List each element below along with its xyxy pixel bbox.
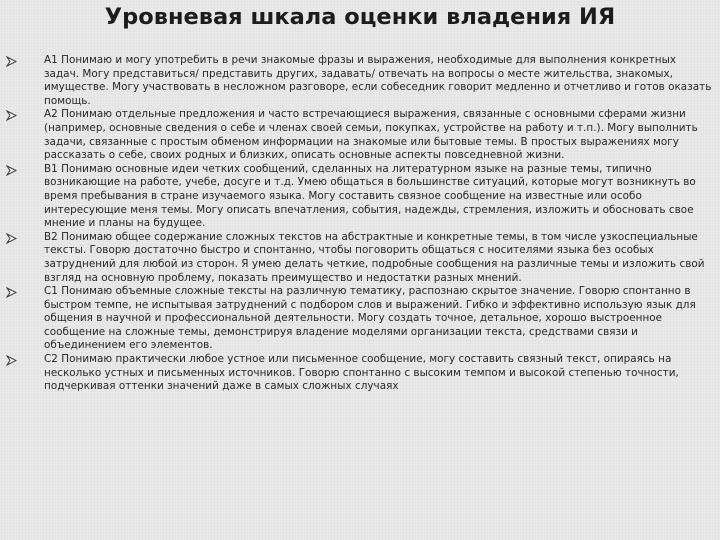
arrowhead-bullet-icon (6, 287, 17, 298)
level-text: В1 Понимаю основные идеи четких сообщений, сделанных на литературном языке на разные темы, типично возникающие на работе, учебе, досуге и т.д. Умею общаться в большинстве ситуаций, которые могут возникнуть во время пребывания в стране изучаемого языка. Могу составить связное сообщение на известные или особо интересующие меня темы. Могу описать впечатления, события, надежды, стремления, изложить и обосновать свое мнение и планы на будущее. (44, 162, 696, 230)
level-text: С2 Понимаю практически любое устное или письменное сообщение, могу составить связный текст, опираясь на несколько устных и письменных источников. Говорю спонтанно с высоким темпом и высокой степенью точности, подчеркивая оттенки значений даже в самых сложных случаях (44, 353, 679, 393)
list-item-c1 (0, 285, 720, 353)
arrowhead-bullet-icon (6, 233, 17, 244)
list-item-b1 (0, 163, 720, 231)
arrowhead-bullet-icon (6, 110, 17, 121)
slide-title: Уровневая шкала оценки владения ИЯ (104, 4, 616, 30)
list-item-b2 (0, 231, 720, 285)
list-item-c2 (0, 353, 720, 394)
arrowhead-bullet-icon (6, 165, 17, 176)
list-item-a1 (0, 54, 720, 108)
level-text: А1 Понимаю и могу употребить в речи знакомые фразы и выражения, необходимые для выполнения конкретных задач. Могу представиться/ представить других, задавать/ отвечать на вопросы о месте жительства, знакомых, имуществе. Могу участвовать в несложном разговоре, если собеседник говорит медленно и отчетливо и готов оказать помощь. (44, 54, 712, 107)
arrowhead-bullet-icon (6, 56, 17, 67)
level-list (0, 54, 720, 394)
list-item-a2 (0, 108, 720, 162)
level-text: В2 Понимаю общее содержание сложных текстов на абстрактные и конкретные темы, в том числе узкоспециальные тексты. Говорю достаточно быстро и спонтанно, чтобы поговорить общаться с носителями языка без особых затруднений для любой из сторон. Я умею делать четкие, подробные сообщения на различные темы и изложить свой взгляд на основную проблему, показать преимущество и недостатки разных мнений. (44, 230, 705, 284)
level-text: А2 Понимаю отдельные предложения и часто встречающиеся выражения, связанные с основными сферами жизни (например, основные сведения о себе и членах своей семьи, покупках, устройстве на работу и т.п.). Могу выполнить задачи, связанные с простым обменом информации на знакомые или бытовые темы. В простых выражениях могу рассказать о себе, своих родных и близких, описать основные аспекты повседневной жизни. (44, 108, 698, 162)
level-text: С1 Понимаю объемные сложные тексты на различную тематику, распознаю скрытое значение. Говорю спонтанно в быстром темпе, не испытывая затруднений с подбором слов и выражений. Гибко и эффективно использую язык для общения в научной и профессиональной деятельности. Могу создать точное, детальное, хорошо выстроенное сообщение на сложные темы, демонстрируя владение моделями организации текста, средствами связи и объединением его элементов. (44, 285, 696, 352)
arrowhead-bullet-icon (6, 355, 17, 366)
